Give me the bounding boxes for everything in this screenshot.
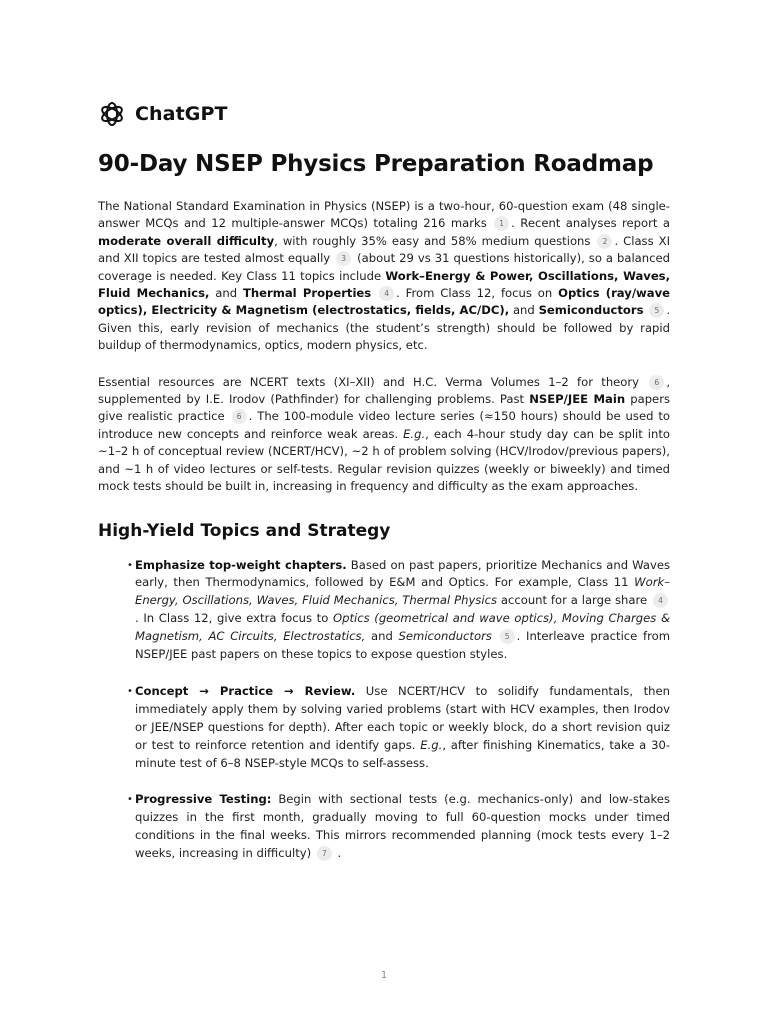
citation-badge[interactable]: 4 <box>379 286 394 301</box>
brand-name: ChatGPT <box>135 103 228 125</box>
citation-badge[interactable]: 6 <box>232 409 247 424</box>
brand-header <box>98 98 670 130</box>
list-item: • Emphasize top-weight chapters. Based on past papers, prioritize Mechanics and Waves early, then Thermodynamics, followed by E&M and Optics. For example, Class 11 Work–Energy, Oscillations, Waves, Fluid Mechanics, Thermal Physics account for a large share 4. In Class 12, give extra focus to Optics (geometrical and wave optics), Moving Charges & Magnetism, AC Circuits, Electrostatics, and Semiconductors 5 . Interleave practice from NSEP/JEE past papers on these topics to expose question styles. <box>135 557 670 664</box>
section-heading: High-Yield Topics and Strategy <box>98 520 391 541</box>
citation-badge[interactable]: 7 <box>317 846 332 861</box>
citation-badge[interactable]: 5 <box>500 629 515 644</box>
citation-badge[interactable]: 6 <box>649 375 664 390</box>
intro-paragraph: The National Standard Examination in Physics (NSEP) is a two-hour, 60-question exam (48 single-answer MCQs and 12 multiple-answer MCQs) totaling 216 marks 1 . Recent analyses report a moderate overall difficulty, with roughly 35% easy and 58% medium questions 2 . Class XI and XII topics are tested almost equally 3 (about 29 vs 31 questions historically), so a balanced coverage is needed. Key Class 11 topics include Work–Energy & Power, Oscillations, Waves, Fluid Mechanics, and Thermal Properties 4 . From Class 12, focus on Optics (ray/wave optics), Electricity & Magnetism (electrostatics, fields, AC/DC), and Semiconductors 5 . Given this, early revision of mechanics (the student’s strength) should be followed by rapid buildup of thermodynamics, optics, modern physics, etc. <box>98 199 671 353</box>
openai-knot-icon <box>98 100 126 128</box>
citation-badge[interactable]: 4 <box>653 593 668 608</box>
list-item: • Progressive Testing: Begin with sectional tests (e.g. mechanics-only) and low-stakes quizzes in the first month, gradually moving to full 60-question mocks under timed conditions in the final weeks. This mirrors recommended planning (mock tests every 1–2 weeks, increasing in difficulty) 7 . <box>135 791 670 863</box>
citation-badge[interactable]: 3 <box>336 251 351 266</box>
page-title: 90-Day NSEP Physics Preparation Roadmap <box>98 151 654 177</box>
list-item: • Concept → Practice → Review. Use NCERT/HCV to solidify fundamentals, then immediately apply them by solving varied problems (start with HCV examples, then Irodov or JEE/NSEP questions for depth). After each topic or weekly block, do a short revision quiz or test to reinforce retention and identify gaps. E.g., after finishing Kinematics, take a 30-minute test of 6–8 NSEP-style MCQs to self-assess. <box>135 683 670 773</box>
citation-badge[interactable]: 5 <box>649 303 664 318</box>
citation-badge[interactable]: 1 <box>494 216 509 231</box>
document-page <box>98 98 670 882</box>
page-number: 1 <box>380 970 388 981</box>
resources-paragraph: Essential resources are NCERT texts (XI–XII) and H.C. Verma Volumes 1–2 for theory 6 , supplemented by I.E. Irodov (Pathfinder) for challenging problems. Past NSEP/JEE Main papers give realistic practice 6 . The 100-module video lecture series (≈150 hours) should be used to introduce new concepts and reinforce weak areas. E.g., each 4-hour study day can be split into ~1–2 h of conceptual review (NCERT/HCV), ~2 h of problem solving (HCV/Irodov/previous papers), and ~1 h of video lectures or self-tests. Regular revision quizzes (weekly or biweekly) and timed mock tests should be built in, increasing in frequency and difficulty as the exam approaches. <box>98 374 670 494</box>
strategy-list <box>98 557 670 864</box>
citation-badge[interactable]: 2 <box>597 234 612 249</box>
